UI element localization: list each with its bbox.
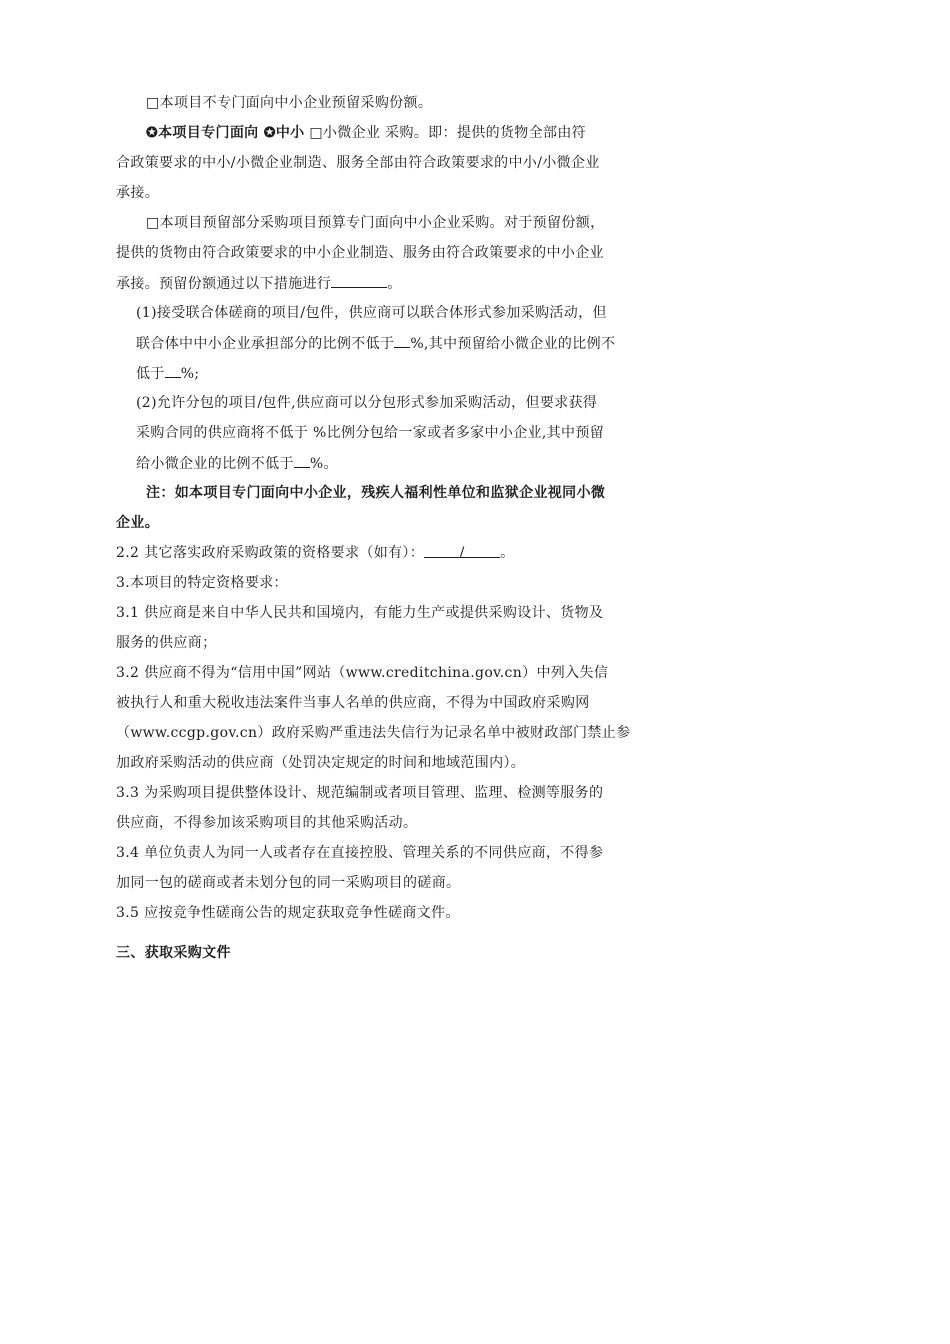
paragraph-line (136, 333, 615, 354)
paragraph-line: 被执行人和重大税收违法案件当事人名单的供应商，不得为中国政府采购网 (116, 695, 590, 711)
reserve-option-none: □本项目不专门面向中小企业预留采购份额。 (146, 95, 433, 111)
clause-2-2-text: 2.2 其它落实政府采购政策的资格要求（如有）： (116, 545, 425, 561)
paragraph-line: （www.ccgp.gov.cn）政府采购严重违法失信行为记录名单中被财政部门禁止参 (116, 725, 631, 741)
percent-blank (165, 363, 181, 378)
clause-3-3: 3.3 为采购项目提供整体设计、规范编制或者项目管理、监理、检测等服务的 (116, 785, 604, 801)
note: 注：如本项目专门面向中小企业，残疾人福利性单位和监狱企业视同小微 (146, 485, 606, 501)
measure-2-text-b: %。 (309, 456, 338, 472)
paragraph-line: 企业。 (116, 515, 160, 531)
paragraph-line: 承接。 (116, 185, 160, 201)
clause-3-1: 3.1 供应商是来自中华人民共和国境内，有能力生产或提供采购设计、货物及 (116, 605, 604, 621)
paragraph-line (136, 363, 199, 384)
measure-lead-text: 承接。预留份额通过以下措施进行 (116, 276, 332, 292)
paragraph-line: 加政府采购活动的供应商（处罚决定规定的时间和地域范围内）。 (116, 755, 526, 771)
measure-end: 。 (387, 276, 402, 292)
clause-3-2: 3.2 供应商不得为“信用中国”网站（www.creditchina.gov.cn）中列入失信 (116, 665, 609, 681)
measure-blank (331, 273, 387, 288)
clause-2-2-value: / (424, 543, 500, 558)
measure-1: (1)接受联合体磋商的项目/包件，供应商可以联合体形式参加采购活动，但 (136, 305, 607, 321)
clause-2-2-end: 。 (500, 545, 515, 561)
reserve-option-dedicated (146, 123, 586, 143)
percent-blank (294, 453, 310, 468)
measure-1-text-d: %; (180, 366, 200, 382)
reserve-option-dedicated-tail: □小微企业 采购。即：提供的货物全部由符 (304, 125, 587, 141)
paragraph-line: 合政策要求的中小/小微企业制造、服务全部由符合政策要求的中小/小微企业 (116, 155, 600, 171)
paragraph-line: 供应商，不得参加该采购项目的其他采购活动。 (116, 815, 418, 831)
clause-3-5: 3.5 应按竞争性磋商公告的规定获取竞争性磋商文件。 (116, 905, 460, 921)
paragraph-line: 服务的供应商； (116, 635, 217, 651)
reserve-option-partial: □本项目预留部分采购项目预算专门面向中小企业采购。对于预留份额， (146, 215, 605, 231)
paragraph-line: 采购合同的供应商将不低于 %比例分包给一家或者多家中小企业,其中预留 (136, 425, 605, 441)
measure-1-text-b: %,其中预留给小微企业的比例不 (410, 336, 616, 352)
paragraph-line (116, 273, 402, 294)
measure-2-text-a: 给小微企业的比例不低于 (136, 456, 294, 472)
paragraph-line: 提供的货物由符合政策要求的中小企业制造、服务由符合政策要求的中小企业 (116, 245, 604, 261)
clause-3-4: 3.4 单位负责人为同一人或者存在直接控股、管理关系的不同供应商，不得参 (116, 845, 604, 861)
clause-3-heading: 3.本项目的特定资格要求： (116, 575, 288, 591)
clause-2-2 (116, 543, 514, 563)
paragraph-line (136, 453, 338, 474)
measure-2: (2)允许分包的项目/包件,供应商可以分包形式参加采购活动，但要求获得 (136, 395, 598, 411)
measure-1-text-a: 联合体中中小企业承担部分的比例不低于 (136, 336, 395, 352)
section-heading: 三、获取采购文件 (116, 945, 231, 961)
reserve-option-dedicated-bold: ✪本项目专门面向 ✪中小 (146, 125, 305, 141)
percent-blank (394, 333, 410, 348)
measure-1-text-c: 低于 (136, 366, 165, 382)
paragraph-line: 加同一包的磋商或者未划分包的同一采购项目的磋商。 (116, 875, 461, 891)
